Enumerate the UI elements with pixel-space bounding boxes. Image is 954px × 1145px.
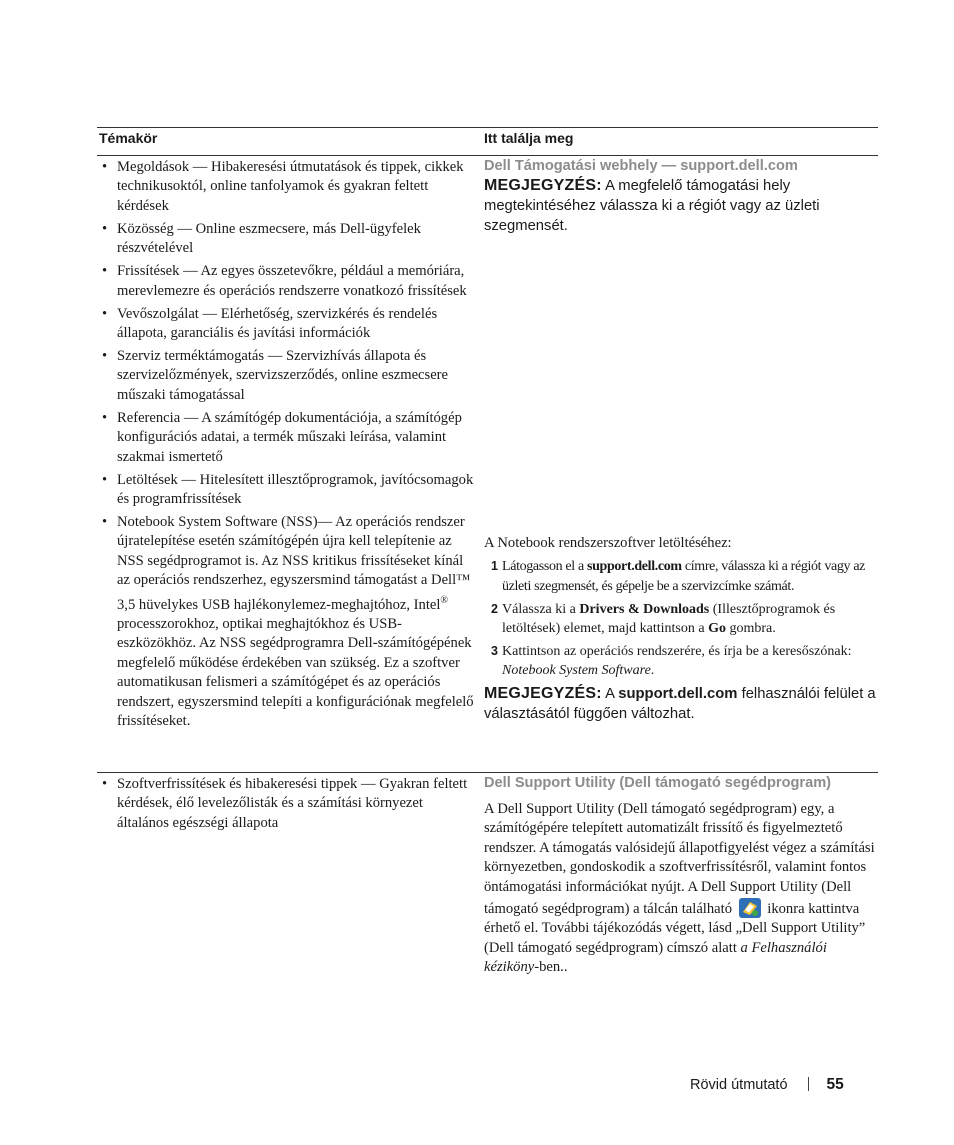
support-utility-section — [484, 775, 878, 978]
footer-section-title: Rövid útmutató — [690, 1077, 788, 1093]
table-top-rule — [97, 127, 878, 128]
nss-steps — [484, 557, 878, 681]
step-item: 1 Látogasson el a support.dell.com címre, válassza ki a régiót vagy az üzleti szegmensét, és gépelje be a szervizcímke számát. — [491, 559, 866, 594]
list-item: • Közösség — Online eszmecsere, más Dell-ügyfelek részvételével — [102, 220, 421, 257]
support-utility-text: A Dell Support Utility (Dell támogató segédprogram) egy, a számítógépére telepített automatizált frissítő és figyelmeztető rendszer. A támogatás valósidejű állapotfigyelést végez a számítási környezetben, gondoskodik a szoftverfrissítésről, valamint fontos öntámogatási információkat nyújt. A Dell Support Utility (Dell támogató segédprogram) a tálcán található ikonra kattintva érhető el. További tájékozódás végett, lásd „Dell Support Utility” (Dell támogató segédprogram) címszó alatt a Felhasználói kéziköny-ben.. — [484, 801, 875, 976]
topic-list-2 — [97, 775, 475, 833]
page-number: 55 — [826, 1076, 844, 1093]
list-item: • Referencia — A számítógép dokumentációja, a számítógép konfigurációs adatai, a termék műszaki leírása, valamint szakmai ismertető — [102, 409, 462, 465]
nss-intro: A Notebook rendszerszoftver letöltéséhez: — [484, 535, 732, 551]
list-item: • Megoldások — Hibakeresési útmutatások és tippek, cikkek technikusoktól, online tanfolyamok és gyakran feltett kérdések — [102, 159, 464, 214]
list-item: • Letöltések — Hitelesített illesztőprogramok, javítócsomagok és programfrissítések — [102, 471, 474, 508]
row2-topics — [97, 775, 475, 837]
row-divider — [97, 772, 878, 773]
dell-support-utility-icon — [738, 897, 762, 919]
step-item: 3 Kattintson az operációs rendszerére, és írja be a keresőszónak: Notebook System Software. — [491, 643, 852, 679]
header-where: Itt találja meg — [484, 130, 574, 146]
step-item: 2 Válassza ki a Drivers & Downloads (Illesztőprogramok és letöltések) elemet, majd kattintson a Go gombra. — [491, 601, 836, 637]
support-site-section — [484, 158, 878, 236]
note-interface: MEGJEGYZÉS: A support.dell.com felhasználói felület a választásától függően változhat. — [484, 684, 876, 722]
list-item: • Frissítések — Az egyes összetevőkre, például a memóriára, merevlemezre és operációs rendszerre vonatkozó frissítések — [102, 263, 467, 299]
page-footer — [690, 1076, 844, 1094]
topic-list — [97, 158, 475, 731]
nss-download-section — [484, 534, 878, 724]
note-region: MEGJEGYZÉS: A megfelelő támogatási hely megtekintéséhez válassza ki a régiót vagy az üzleti szegmensét. — [484, 177, 820, 234]
header-rule — [97, 155, 878, 156]
nss-list-item: • Notebook System Software (NSS)— Az operációs rendszer újratelepítése esetén számítógépén újra kell telepítenie az NSS segédprogramot is. Az NSS kritikus frissítéseket kínál az operációs rendszerhez, egyszersmind támogatást a Dell™ 3,5 hüvelykes USB hajlékonylemez-meghajtóhoz, Intel® processzorokhoz, optikai meghajtókhoz és USB-eszközökhöz. Az NSS segédprogramra Dell-számítógépének megfelelő működése érdekében van szükség. Ez a szoftver automatikusan felismeri a számítógépet és az operációs rendszert, egyszersmind telepíti a konfigurációnak megfelelő frissítéseket. — [102, 514, 474, 729]
header-topic: Témakör — [99, 130, 158, 146]
support-site-title: Dell Támogatási webhely — support.dell.com — [484, 158, 798, 174]
list-item: • Szerviz terméktámogatás — Szervizhívás állapota és szervizelőzmények, szervizszerződés, online eszmecsere műszaki támogatással — [102, 348, 449, 403]
list-item: • Vevőszolgálat — Elérhetőség, szervizkérés és rendelés állapota, garanciális és javítási információk — [102, 305, 438, 342]
row1-topics — [97, 158, 475, 735]
footer-separator — [808, 1077, 809, 1091]
support-utility-title: Dell Support Utility (Dell támogató segédprogram) — [484, 775, 832, 791]
list-item: • Szoftverfrissítések és hibakeresési tippek — Gyakran feltett kérdések, élő levelezőlisták és a számítási környezet általános egészségi állapota — [102, 776, 468, 831]
